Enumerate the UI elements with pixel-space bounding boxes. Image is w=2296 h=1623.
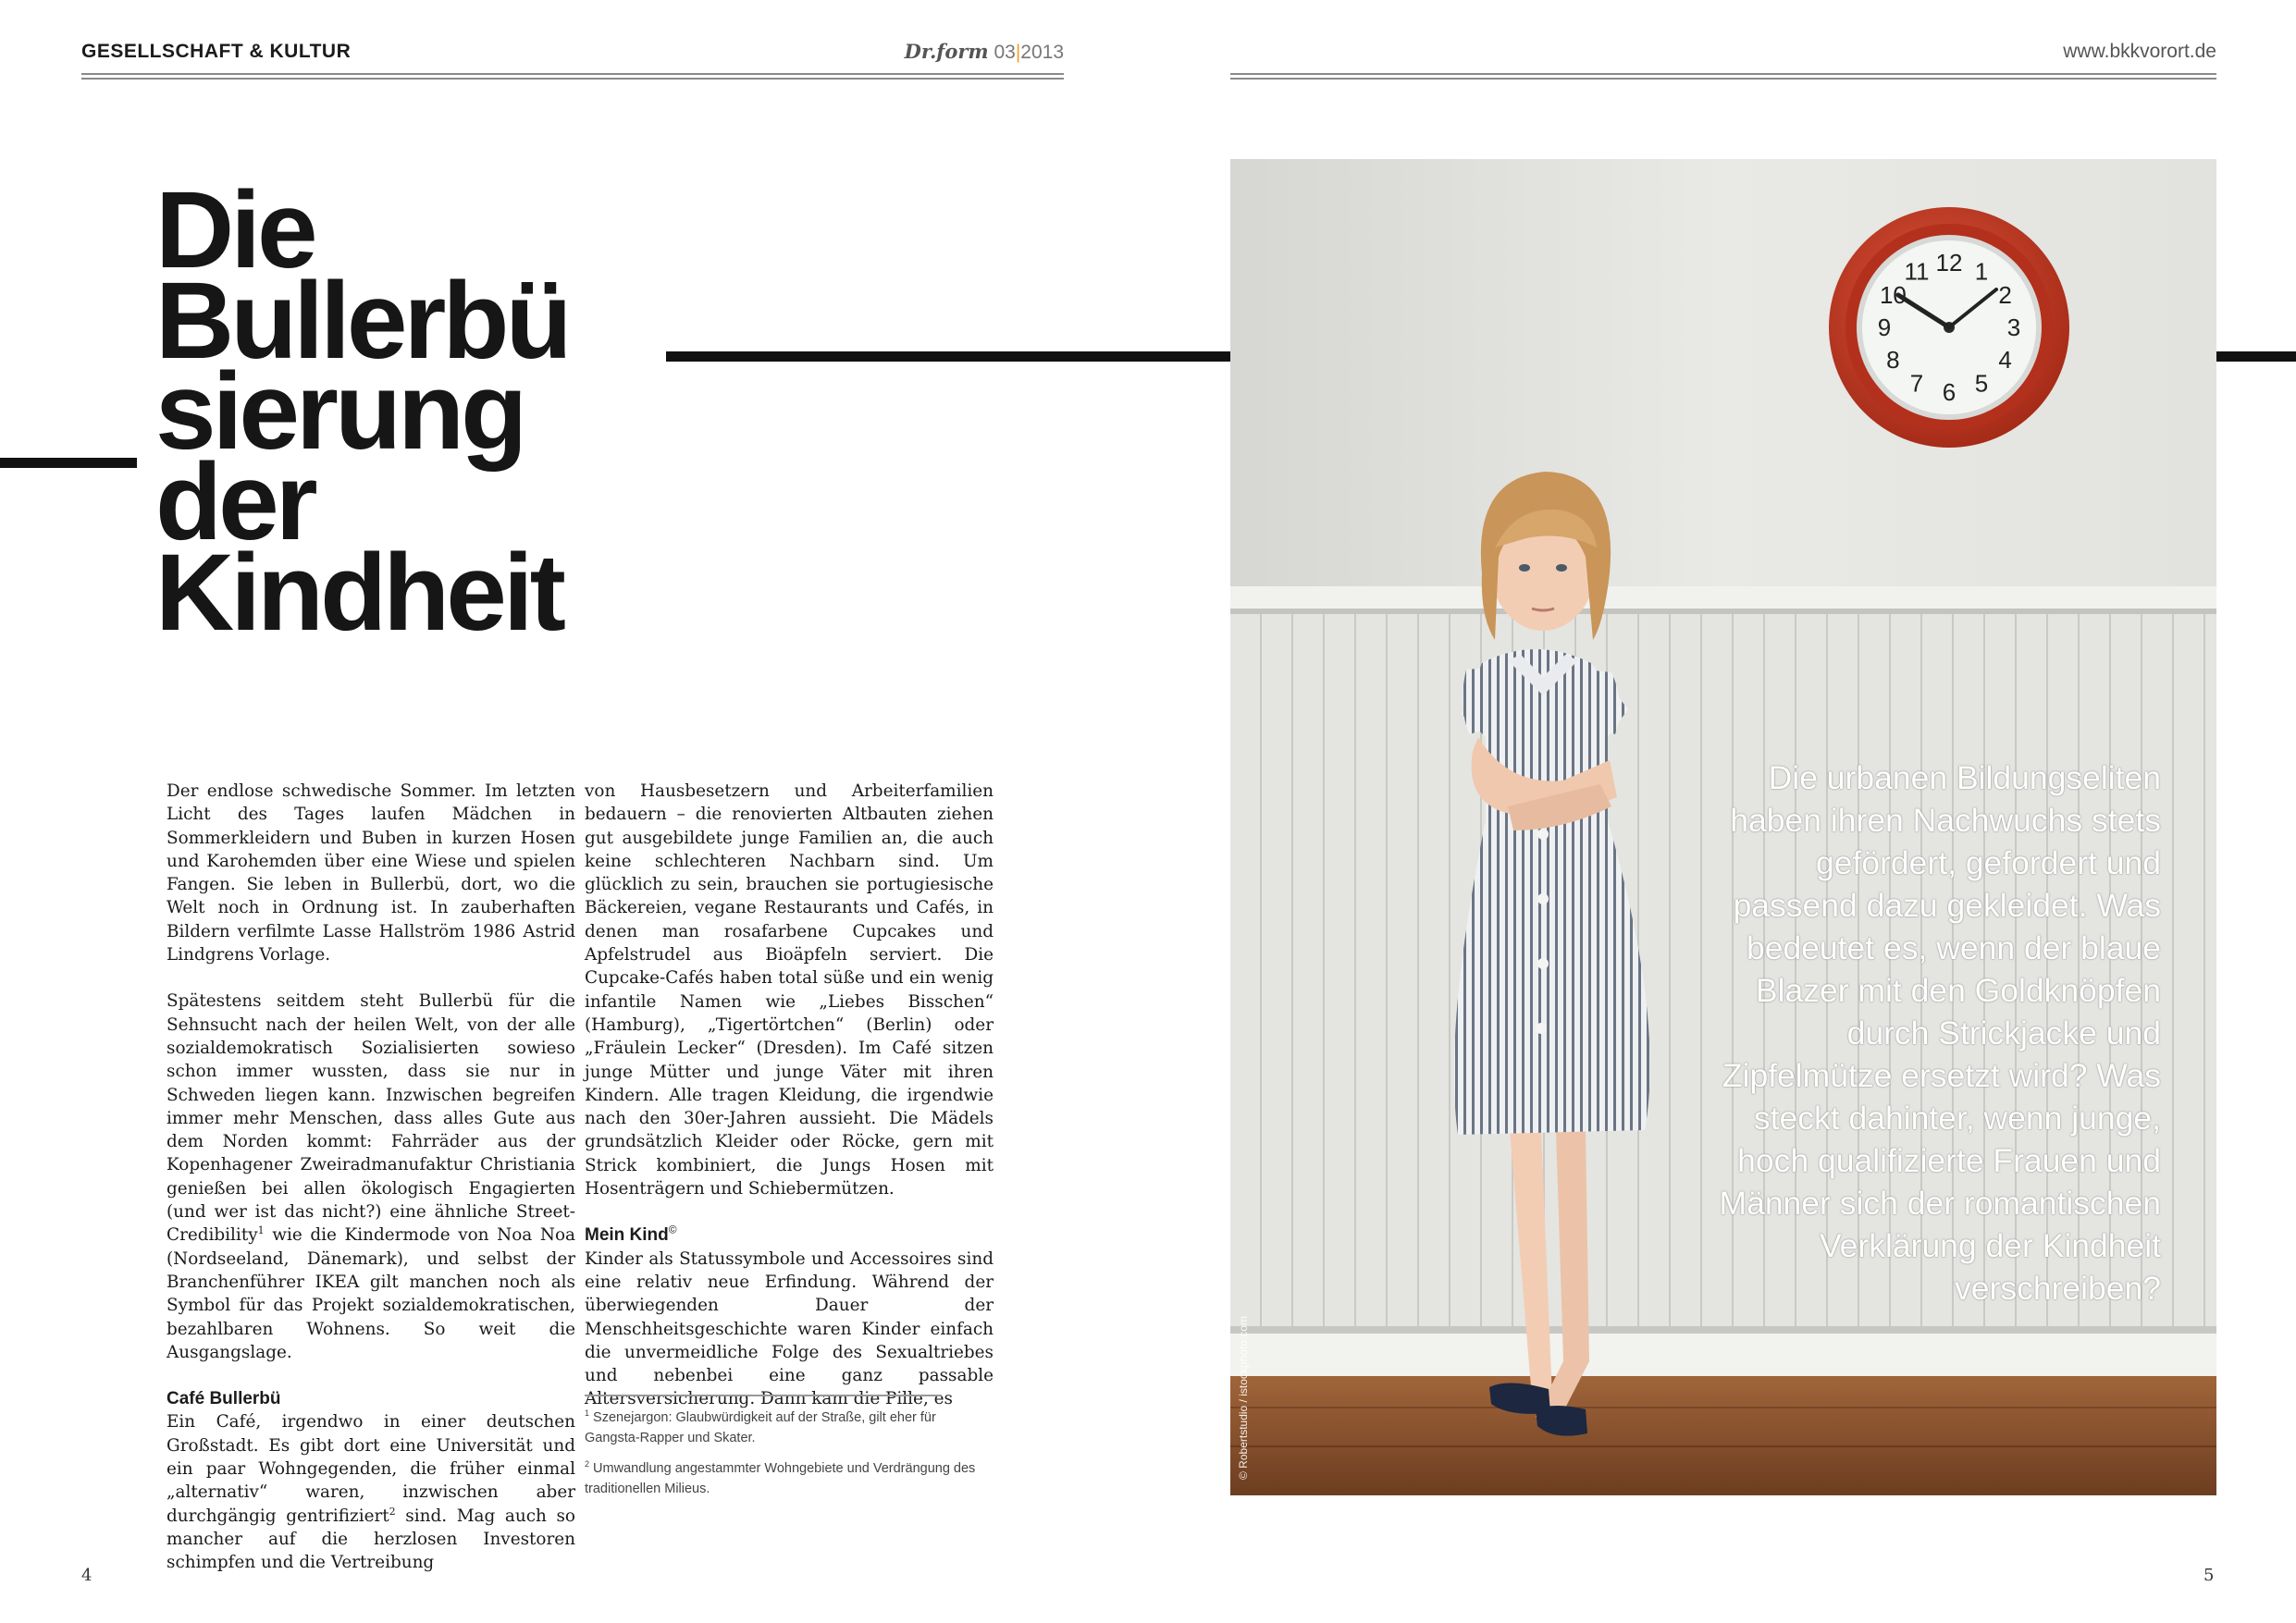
clock-numeral: 7 [1909,369,1924,398]
body-text: Ein Café, irgendwo in einer deutschen Großstadt. Es gibt dort eine Universität und ein paar Wohngegenden, die früher einmal „alternativ“ waren, inzwischen aber durchgängig gentrifiziert [167,1412,575,1526]
body-paragraph [167,1410,575,1574]
clock-numeral: 3 [2006,314,2021,341]
body-column-2 [585,780,994,1411]
body-paragraph [167,990,575,1364]
headline-line: Die [155,169,315,291]
section-label: GESELLSCHAFT & KULTUR [81,41,352,62]
header-rule-left [81,73,1064,80]
issue-number: 03 [994,42,1016,63]
clock-numeral: 1 [1974,257,1989,286]
footnote [585,1408,992,1448]
footnote [585,1458,992,1499]
photo-credit: © Robertstudio / istockphoto.com [1237,1316,1250,1480]
body-paragraph: von Hausbesetzern und Arbeiterfamilien bedauern – die renovierten Altbauten ziehen gut ausgebildete junge Familien an, die auch keine schlechteren Nachbarn sind. Um glücklich zu sein, brauchen sie portugiesische Bäckereien, vegane Restaurants und Cafés, in denen man rosafarbene Cupcakes und Apfelstrudel aus Bioäpfeln serviert. Die Cupcake-Cafés haben total süße und ein wenig infantile Namen wie „Liebes Bisschen“ (Hamburg), „Tigertörtchen“ (Berlin) oder „Fräulein Lecker“ (Dresden). Im Café sitzen junge Mütter und junge Väter mit ihren Kindern. Alle tragen Kleidung, die irgendwie nach den 30er-Jahren aussieht. Die Mädels grundsätzlich Kleider oder Röcke, gern mit Strick kombiniert, die Jungs Hosen mit Hosenträgern und Schiebermützen. [585,781,994,1199]
website-link[interactable]: www.bkkvorort.de [2063,41,2216,62]
clock-numeral: 4 [1998,346,2012,374]
headline-line: Bullerbü [155,260,569,382]
footnote-text: Umwandlung angestammter Wohngebiete und Verdrängung des traditionellen Milieus. [585,1461,976,1496]
clock-numeral: 5 [1974,369,1989,398]
clock-numeral: 8 [1886,346,1900,374]
subheading-text: Mein Kind [585,1225,669,1246]
copyright-mark: © [668,1223,677,1237]
footnote-ref[interactable]: 1 [257,1224,265,1237]
headline-line: Kindheit [155,532,562,654]
magazine-name: Dr.form [904,40,989,63]
clock-numeral: 2 [1998,281,2012,309]
decorative-bar [666,351,1230,362]
body-text: Spätestens seitdem steht Bullerbü für die Sehnsucht nach der heilen Welt, von der alle sozialdemokratisch Sozialisierten sowieso schon immer wussten, dass sie nur in Schweden liegen kann. Inzwischen begreifen immer mehr Menschen, dass alles Gute aus dem Norden kommt: Fahrräder aus der Kopenhagener Zweiradmanufaktur Christiania genießen bei allen ökologisch Engagierten (und wer ist das nicht?) eine ähnliche Street-Credibility [167,991,575,1246]
decorative-bar [2215,351,2296,362]
issue-label [777,37,1064,68]
footnote-number: 1 [585,1408,590,1419]
clock-numeral: 12 [1935,249,1963,277]
subheading-mein-kind [585,1223,994,1247]
issue-year: 2013 [1020,42,1064,63]
clock-numeral: 11 [1904,257,1930,286]
headline-line: der [155,441,315,563]
footnote-rule [585,1395,942,1396]
headline-line: sierung [155,350,525,473]
decorative-bar [0,458,137,468]
footnote-text: Szenejargon: Glaubwürdigkeit auf der Straße, gilt eher für Gangsta-Rapper und Skater. [585,1410,936,1445]
wall-clock-icon [1829,207,2069,448]
body-text: wie die Kindermode von Noa Noa (Nordseeland, Dänemark), und selbst der Branchenführer IKEA gilt manchen noch als Symbol für das Projekt sozialdemokratischen, bezahlbaren Wohnens. So weit die Ausgangslage. [167,1225,575,1362]
page-number-right: 5 [2203,1566,2215,1585]
headline [155,169,710,654]
body-paragraph: Kinder als Statussymbole und Accessoires sind eine relativ neue Erfindung. Während der überwiegenden Dauer der Menschheitsgeschichte waren Kinder einfach die unvermeidliche Folge des Sexualtriebes und nebenbei eine ganz passable Altersversicherung. Dann kam die Pille, es [585,1248,994,1409]
clock-numeral: 10 [1879,281,1907,309]
clock-numeral: 9 [1877,314,1892,341]
subheading-cafe-bullerbue: Café Bullerbü [167,1389,281,1409]
body-column-1 [167,780,575,1575]
header-rule-right [1230,73,2216,80]
issue-separator: | [1015,42,1021,63]
page-number-left: 4 [81,1566,93,1585]
body-text: sind. Mag auch so mancher auf die herzlosen Investoren schimpfen und die Vertreibung [167,1506,576,1573]
footnote-number: 2 [585,1459,590,1469]
pull-quote: Die urbanen Bildungseliten haben ihren Nachwuchs stets gefördert, gefordert und passend dazu gekleidet. Was bedeutet es, wenn der blaue Blazer mit den Goldknöpfen durch Strickjacke und Zipfelmütze ersetzt wird? Was steckt dahinter, wenn junge, hoch qualifizierte Frauen und Männer sich der romantischen Verklärung der Kindheit verschreiben? [1719,759,2161,1307]
footnote-ref[interactable]: 2 [389,1505,396,1518]
clock-numeral: 6 [1942,378,1957,406]
body-paragraph: Der endlose schwedische Sommer. Im letzten Licht des Tages laufen Mädchen in Sommerkleidern und Buben in kurzen Hosen und Karohemden über eine Wiese und spielen Fangen. Sie leben in Bullerbü, dort, wo die Welt noch in Ordnung ist. In zauberhaften Bildern verfilmte Lasse Hallström 1986 Astrid Lindgrens Vorlage. [167,781,575,965]
